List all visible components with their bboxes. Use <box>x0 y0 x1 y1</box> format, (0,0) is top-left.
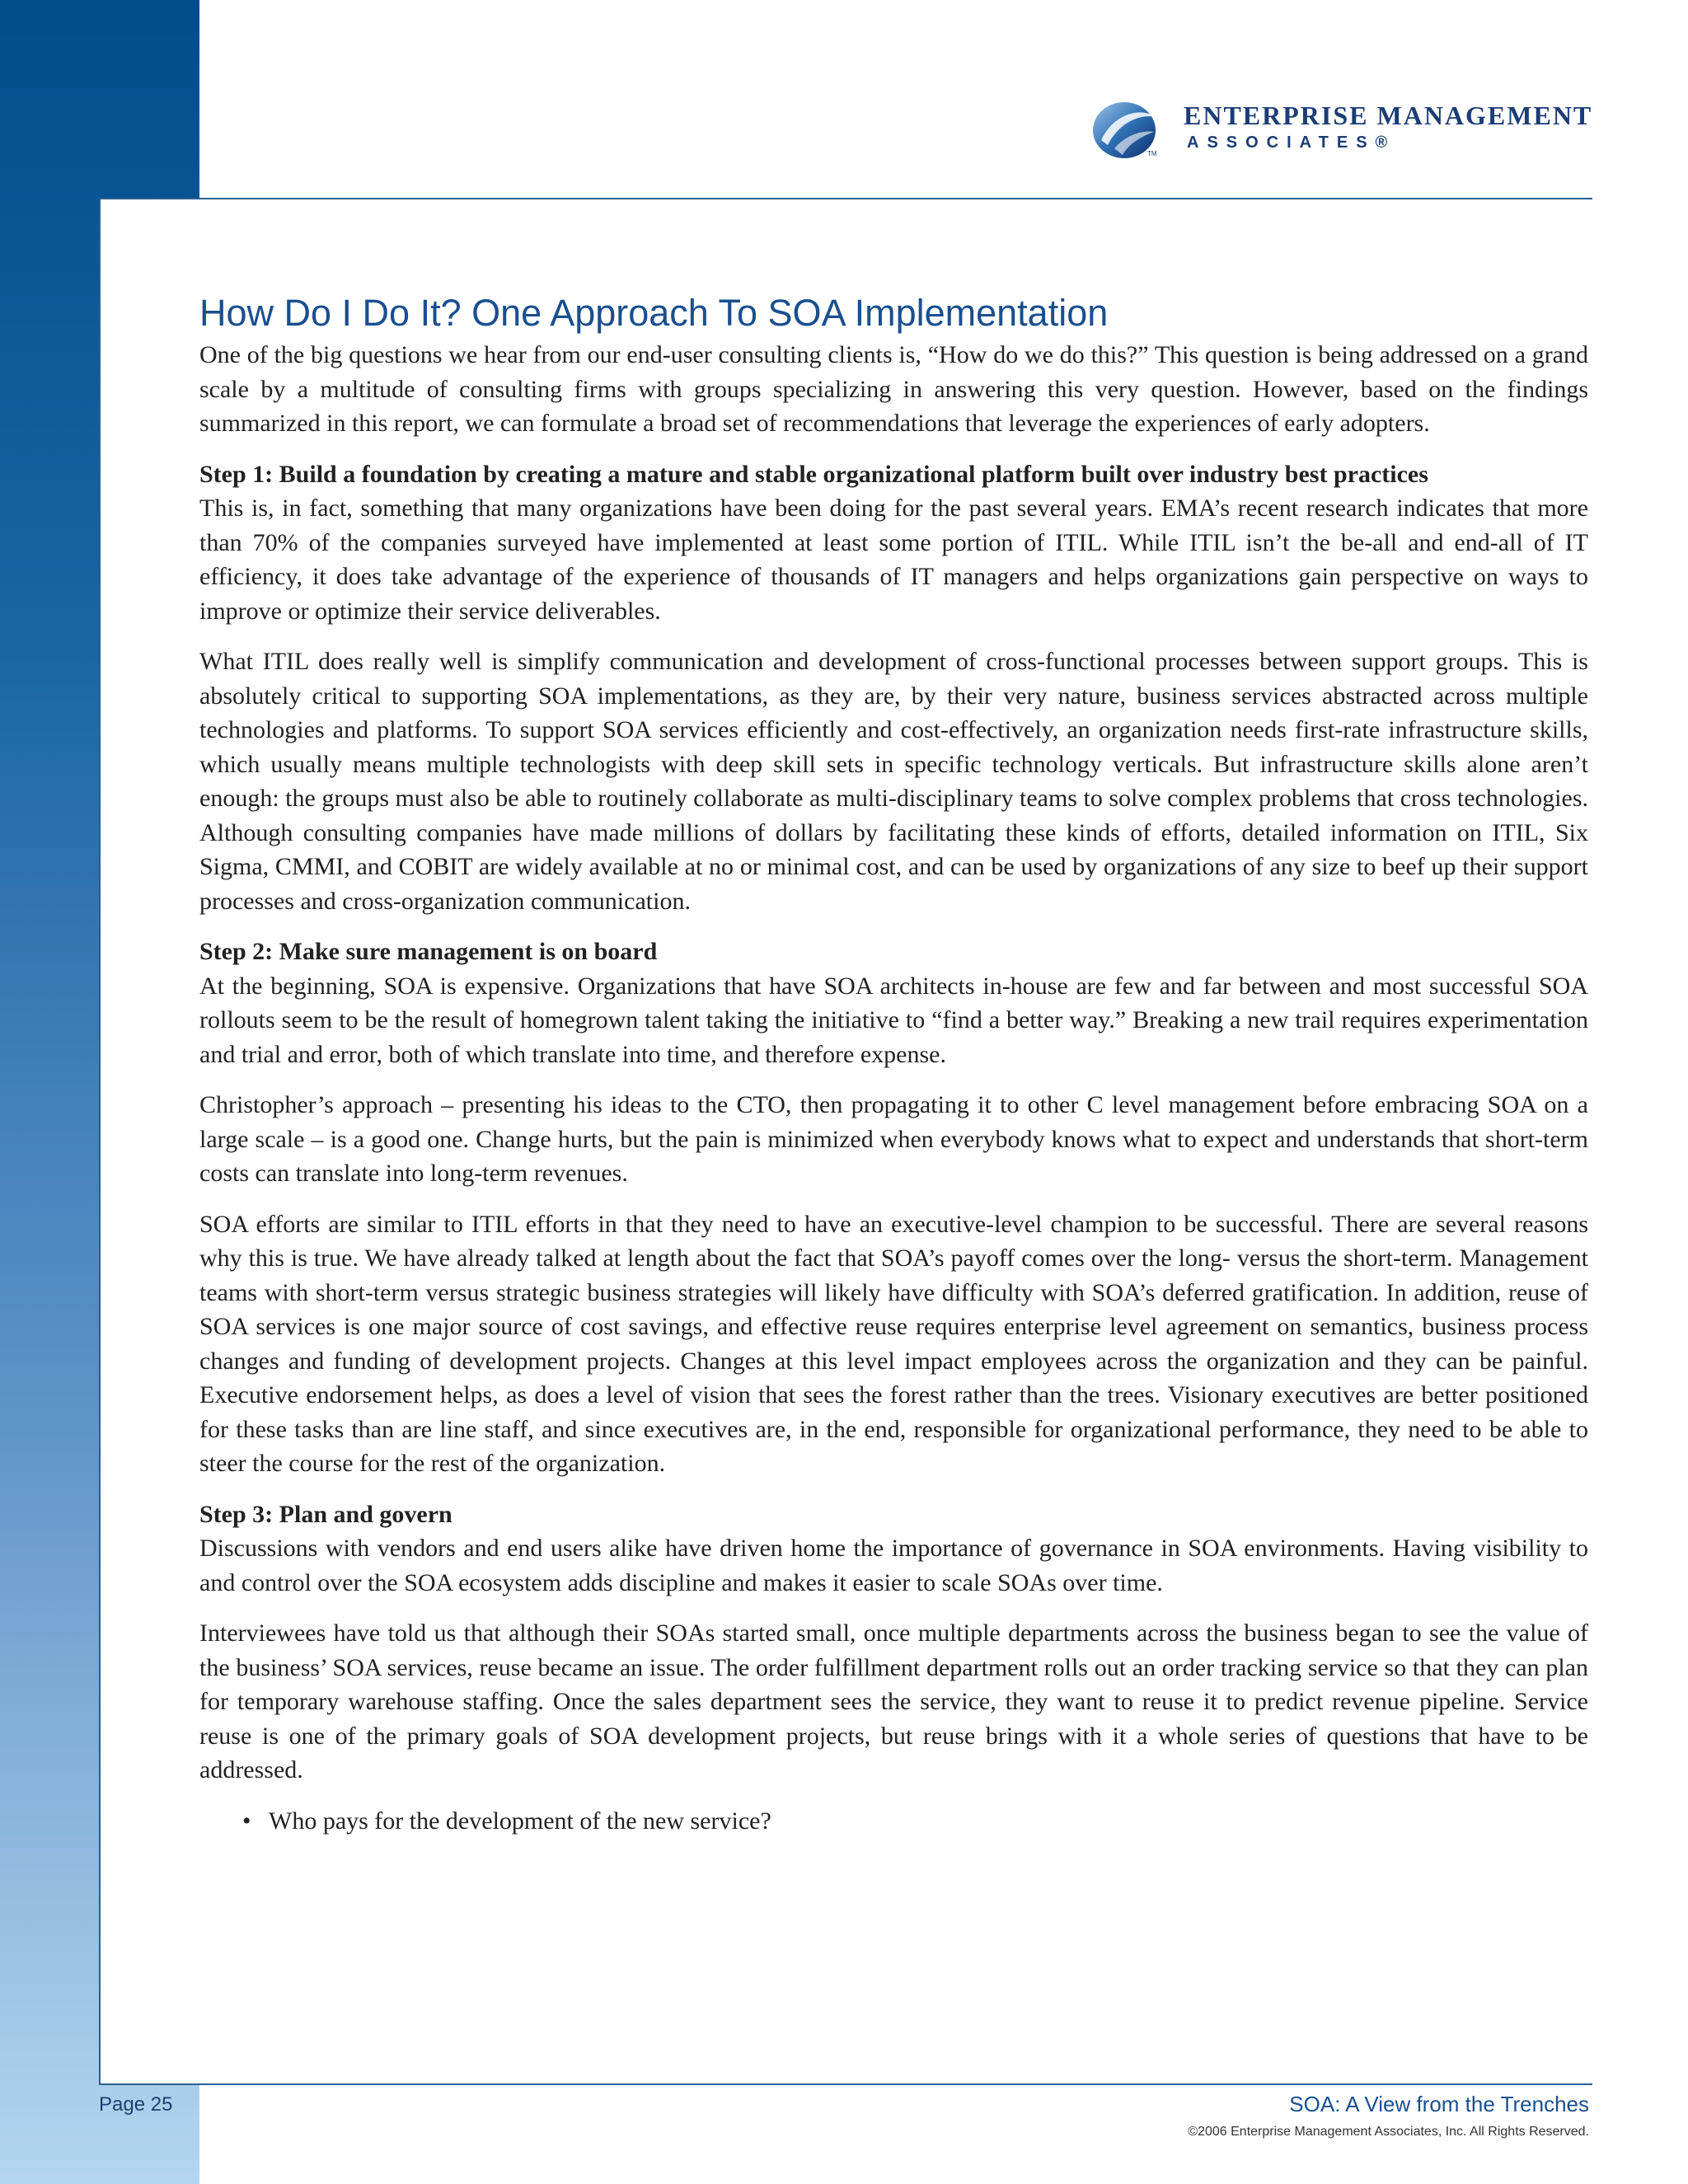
step1-paragraph-2: What ITIL does really well is simplify communication and development of cross-functional processes between support groups. This is absolutely critical to supporting SOA implementations, as they are, by their very nature, business services abstracted across multiple technologies and platforms. To support SOA services efficiently and cost-effectively, an organization needs first-rate infrastructure skills, which usually means multiple technologists with deep skill sets in specific technology verticals. But infrastructure skills alone aren’t enough: the groups must also be able to routinely collaborate as multi-disciplinary teams to solve complex problems that cross technologies. Although consulting companies have made millions of dollars by facilitating these kinds of efforts, detailed information on ITIL, Six Sigma, CMMI, and COBIT are widely available at no or minimal cost, and can be used by organizations of any size to beef up their support processes and cross-organization communication. <box>199 648 1588 915</box>
step2-paragraph-2: Christopher’s approach – presenting his ideas to the CTO, then propagating it to other C level management before embracing SOA on a large scale – is a good one. Change hurts, but the pain is minimized when everybody knows what to expect and understands that short-term costs can translate into long-term revenues. <box>199 1091 1588 1187</box>
step2-paragraph-3: SOA efforts are similar to ITIL efforts in that they need to have an executive-level champion to be successful. There are several reasons why this is true. We have already talked at length about the fact that SOA’s payoff comes over the long- versus the short-term. Management teams with short-term versus strategic business strategies will likely have difficulty with SOA’s deferred gratification. In addition, reuse of SOA services is one major source of cost savings, and effective reuse requires enterprise level agreement on semantics, business process changes and funding of development projects. Changes at this level impact employees across the organization and they can be painful. Executive endorsement helps, as does a level of vision that sees the forest rather than the trees. Visionary executives are better positioned for these tasks than are line staff, and since executives are, in the end, responsible for organizational performance, they need to be able to steer the course for the rest of the organization. <box>199 1210 1588 1477</box>
step1-paragraph-1: This is, in fact, something that many organizations have been doing for the past several years. EMA’s recent research indicates that more than 70% of the companies surveyed have implemented at least some portion of ITIL. While ITIL isn’t the be-all and end-all of IT efficiency, it does take advantage of the experience of thousands of IT managers and helps organizations gain perspective on ways to improve or optimize their service deliverables. <box>199 494 1588 625</box>
logo-text-line2: ASSOCIATES® <box>1187 134 1396 152</box>
logo-text-line1: ENTERPRISE MANAGEMENT <box>1184 101 1593 130</box>
intro-paragraph: One of the big questions we hear from our end-user consulting clients is, “How do we do this?” This question is being addressed on a grand scale by a multitude of consulting firms with groups specializing in answering this very question. However, based on the findings summarized in this report, we can formulate a broad set of recommendations that leverage the experiences of early adopters. <box>199 341 1588 437</box>
report-title: SOA: A View from the Trenches <box>1289 2092 1589 2116</box>
copyright-notice: ©2006 Enterprise Management Associates, Inc. All Rights Reserved. <box>1188 2125 1589 2139</box>
ema-logo <box>1090 97 1617 163</box>
list-item: • Who pays for the development of the new service? <box>269 1804 1588 1839</box>
step3-heading: Step 3: Plan and govern <box>199 1500 452 1528</box>
trademark-mark: TM <box>1147 150 1157 157</box>
step3-bullet-list <box>199 1804 1588 1839</box>
page-title: How Do I Do It? One Approach To SOA Implementation <box>199 292 1109 334</box>
page-number: Page 25 <box>99 2093 173 2116</box>
step3-paragraph-2: Interviewees have told us that although their SOAs started small, once multiple departments across the business began to see the value of the business’ SOA services, reuse became an issue. The order fulfillment department rolls out an order tracking service so that they can plan for temporary warehouse staffing. Once the sales department sees the service, they want to reuse it to predict revenue pipeline. Service reuse is one of the primary goals of SOA development projects, but reuse brings with it a whole series of questions that have to be addressed. <box>199 1619 1588 1783</box>
main-content <box>199 290 1588 1838</box>
step2-paragraph-1: At the beginning, SOA is expensive. Organizations that have SOA architects in-house are few and far between and most successful SOA rollouts seem to be the result of homegrown talent taking the initiative to “find a better way.” Breaking a new trail requires experimentation and trial and error, both of which translate into time, and therefore expense. <box>199 972 1588 1068</box>
step2-heading: Step 2: Make sure management is on board <box>199 938 658 965</box>
step3-paragraph-1: Discussions with vendors and end users alike have driven home the importance of governance in SOA environments. Having visibility to and control over the SOA ecosystem adds discipline and makes it easier to scale SOAs over time. <box>199 1535 1588 1596</box>
step1-heading: Step 1: Build a foundation by creating a mature and stable organizational platform built over industry best practices <box>199 460 1428 488</box>
